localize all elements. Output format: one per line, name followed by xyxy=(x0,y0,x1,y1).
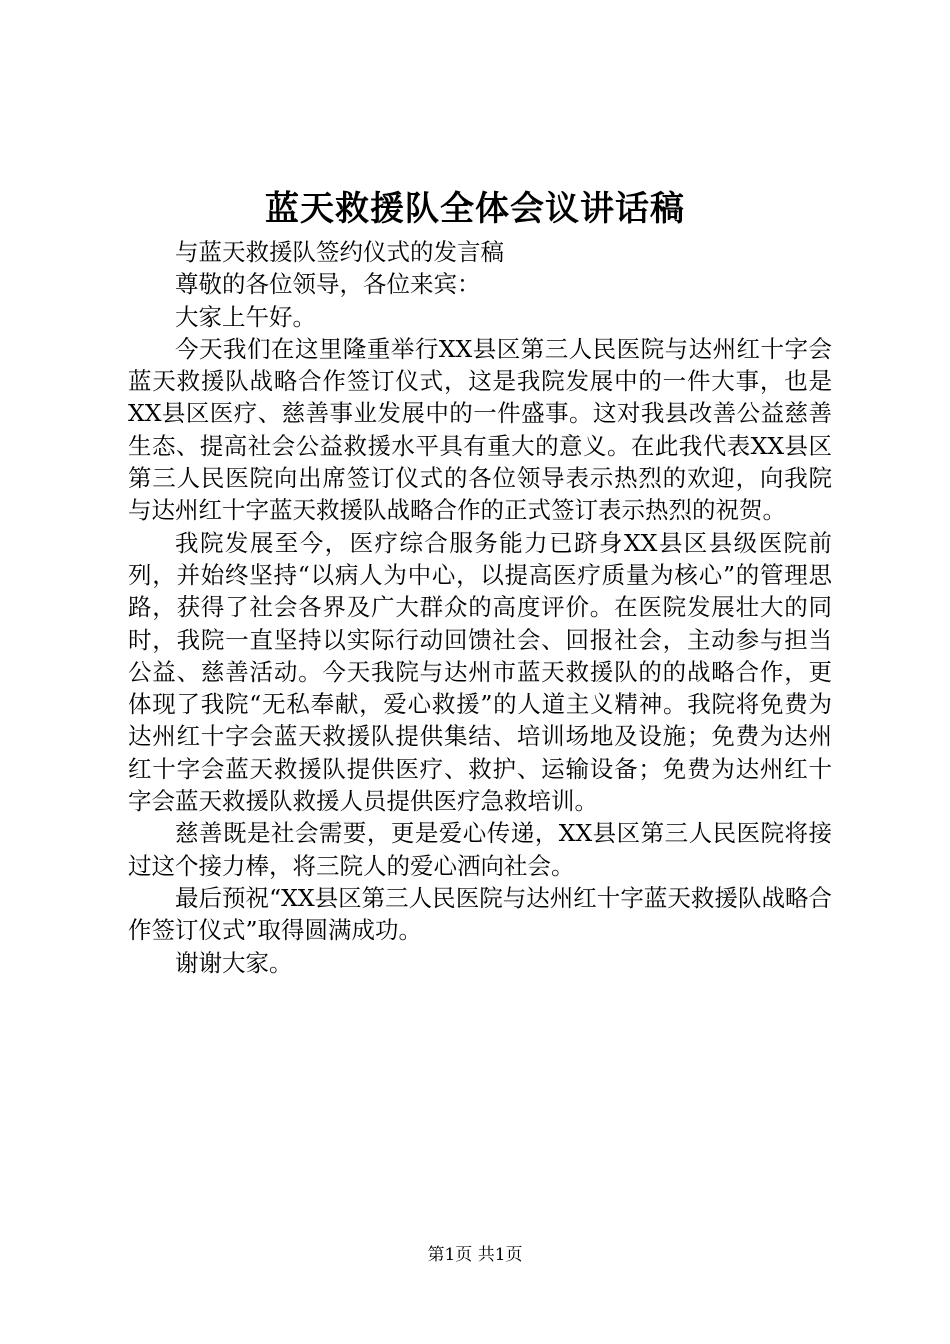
paragraph: 今天我们在这里隆重举行XX县区第三人民医院与达州红十字会蓝天救援队战略合作签订仪式，这是我院发展中的一件大事，也是XX县区医疗、慈善事业发展中的一件盛事。这对我县改善公益慈善生态、提高社会公益救援水平具有重大的意义。在此我代表XX县区第三人民医院向出席签订仪式的各位领导表示热烈的欢迎，向我院与达州红十字蓝天救援队战略合作的正式签订表示热烈的祝贺。 xyxy=(128,334,832,525)
paragraph: 最后预祝“XX县区第三人民医院与达州红十字蓝天救援队战略合作签订仪式”取得圆满成功。 xyxy=(128,883,832,945)
paragraph: 我院发展至今，医疗综合服务能力已跻身XX县区县级医院前列，并始终坚持“以病人为中心，以提高医疗质量为核心”的管理思路，获得了社会各界及广大群众的高度评价。在医院发展壮大的同时，我院一直坚持以实际行动回馈社会、回报社会，主动参与担当公益、慈善活动。今天我院与达州市蓝天救援队的的战略合作，更体现了我院“无私奉献，爱心救援”的人道主义精神。我院将免费为达州红十字会蓝天救援队提供集结、培训场地及设施；免费为达州红十字会蓝天救援队提供医疗、救护、运输设备；免费为达州红十字会蓝天救援队救援人员提供医疗急救培训。 xyxy=(128,528,832,816)
paragraph: 大家上午好。 xyxy=(175,302,316,331)
document-body xyxy=(128,236,832,979)
paragraph: 慈善既是社会需要，更是爱心传递，XX县区第三人民医院将接过这个接力棒，将三院人的爱心洒向社会。 xyxy=(128,819,832,880)
paragraph: 与蓝天救援队签约仪式的发言稿 xyxy=(175,238,504,266)
document-title: 蓝天救援队全体会议讲话稿 xyxy=(265,189,685,229)
paragraph: 谢谢大家。 xyxy=(175,948,293,977)
page-footer: 第1页 共1页 xyxy=(427,1245,523,1265)
paragraph: 尊敬的各位领导，各位来宾： xyxy=(175,270,481,299)
